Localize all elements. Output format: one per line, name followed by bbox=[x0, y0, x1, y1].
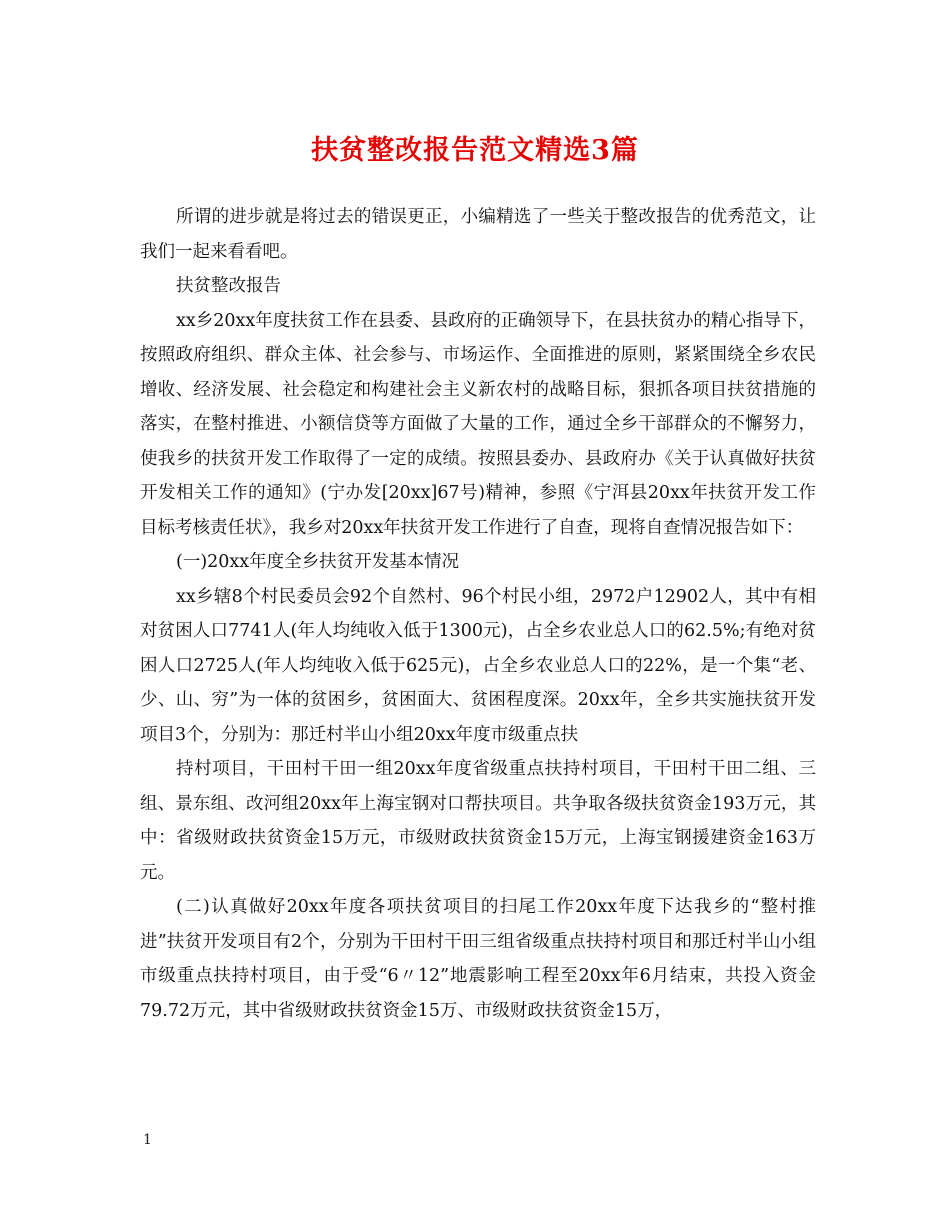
document-title: 扶贫整改报告范文精选3篇 bbox=[311, 135, 639, 166]
subsection-heading: (一)20xx年度全乡扶贫开发基本情况 bbox=[176, 552, 460, 572]
document-body bbox=[140, 200, 816, 1028]
page-number: 1 bbox=[143, 1132, 152, 1148]
body-paragraph: 持村项目，干田村干田一组20xx年度省级重点扶持村项目，干田村干田二组、三组、景东组、改河组20xx年上海宝钢对口帮扶项目。共争取各级扶贫资金193万元，其中：省级财政扶贫资金15万元，市级财政扶贫资金15万元，上海宝钢援建资金163万元。 bbox=[140, 759, 816, 883]
body-paragraph: xx乡20xx年度扶贫工作在县委、县政府的正确领导下，在县扶贫办的精心指导下，按照政府组织、群众主体、社会参与、市场运作、全面推进的原则，紧紧围绕全乡农民增收、经济发展、社会稳定和构建社会主义新农村的战略目标，狠抓各项目扶贫措施的落实，在整村推进、小额信贷等方面做了大量的工作，通过全乡干部群众的不懈努力，使我乡的扶贫开发工作取得了一定的成绩。按照县委办、县政府办《关于认真做好扶贫开发相关工作的通知》(宁办发[20xx]67号)精神，参照《宁洱县20xx年扶贫开发工作目标考核责任状》，我乡对20xx年扶贫开发工作进行了自查，现将自查情况报告如下： bbox=[140, 310, 816, 538]
section-heading: 扶贫整改报告 bbox=[176, 276, 281, 296]
intro-paragraph: 所谓的进步就是将过去的错误更正，小编精选了一些关于整改报告的优秀范文，让我们一起来看看吧。 bbox=[140, 207, 816, 262]
body-paragraph: xx乡辖8个村民委员会92个自然村、96个村民小组，2972户12902人，其中有相对贫困人口7741人(年人均纯收入低于1300元)，占全乡农业总人口的62.5%;有绝对贫困人口2725人(年人均纯收入低于625元)，占全乡农业总人口的22%，是一个集“老、少、山、穷”为一体的贫困乡，贫困面大、贫困程度深。20xx年，全乡共实施扶贫开发项目3个，分别为：那迁村半山小组20xx年度市级重点扶 bbox=[140, 586, 816, 745]
body-paragraph: (二)认真做好20xx年度各项扶贫项目的扫尾工作20xx年度下达我乡的“整村推进”扶贫开发项目有2个，分别为干田村干田三组省级重点扶持村项目和那迁村半山小组市级重点扶持村项目，由于受“6〃12”地震影响工程至20xx年6月结束，共投入资金79.72万元，其中省级财政扶贫资金15万、市级财政扶贫资金15万， bbox=[140, 897, 816, 1021]
